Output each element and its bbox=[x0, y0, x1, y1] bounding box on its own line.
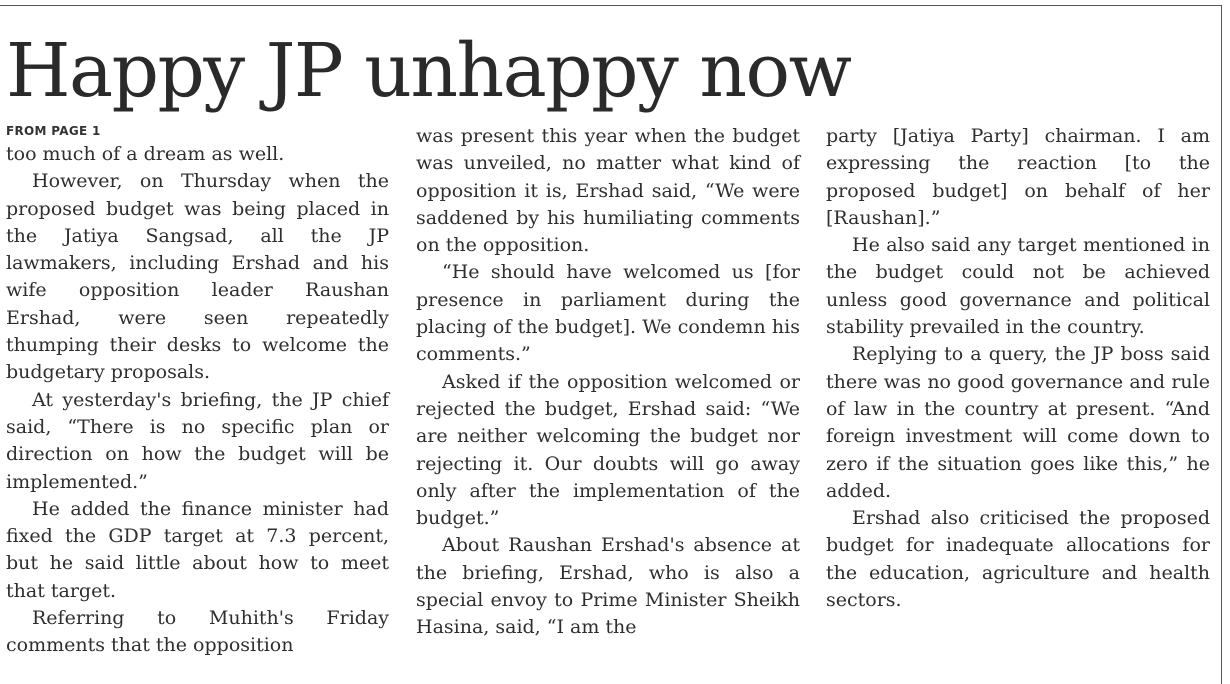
headline: Happy JP unhappy now bbox=[6, 28, 851, 114]
paragraph: However, on Thursday when the proposed budget was being placed in the Jatiya Sangsad, all the JP lawmakers, including Ershad and his wife opposition leader Raushan Ershad, were seen repeatedly thumping their desks to welcome the budgetary proposals. bbox=[6, 170, 389, 384]
right-border-rule bbox=[1221, 5, 1222, 684]
paragraph: Asked if the opposition welcomed or rejected the budget, Ershad said: “We are neither welcoming the budget nor rejecting it. Our doubts will go away only after the implementation of the budget.” bbox=[416, 370, 800, 530]
paragraph: He added the finance minister had fixed the GDP target at 7.3 percent, but he said little about how to meet that target. bbox=[6, 497, 389, 602]
paragraph: Replying to a query, the JP boss said there was no good governance and rule of law in the country at present. “And foreign investment will come down to zero if the situation goes like this,” he added. bbox=[826, 343, 1210, 502]
paragraph: Referring to Muhith's Friday comments that the opposition bbox=[6, 607, 389, 657]
paragraph: Ershad also criticised the proposed budget for inadequate allocations for the education, agriculture and health sectors. bbox=[826, 507, 1210, 612]
article-column-3 bbox=[826, 123, 1210, 614]
top-border-rule bbox=[0, 5, 1222, 6]
kicker-from-page: FROM PAGE 1 bbox=[6, 124, 101, 138]
paragraph: party [Jatiya Party] chairman. I am expressing the reaction [to the proposed budget] on behalf of her [Raushan].” bbox=[826, 125, 1210, 229]
article-column-1 bbox=[6, 121, 389, 660]
paragraph: At yesterday's briefing, the JP chief said, “There is no specific plan or direction on how the budget will be implemented.” bbox=[6, 388, 389, 493]
paragraph: was present this year when the budget was unveiled, no matter what kind of opposition it is, Ershad said, “We were saddened by his humiliating comments on the opposition. bbox=[416, 125, 800, 257]
paragraph: He also said any target mentioned in the budget could not be achieved unless good governance and political stability prevailed in the country. bbox=[826, 234, 1210, 339]
paragraph: About Raushan Ershad's absence at the briefing, Ershad, who is also a special envoy to Prime Minister Sheikh Hasina, said, “I am the bbox=[416, 534, 800, 639]
article-column-2 bbox=[416, 123, 800, 642]
paragraph: too much of a dream as well. bbox=[6, 143, 285, 165]
paragraph: “He should have welcomed us [for presence in parliament during the placing of the budget]. We condemn his comments.” bbox=[416, 261, 800, 366]
